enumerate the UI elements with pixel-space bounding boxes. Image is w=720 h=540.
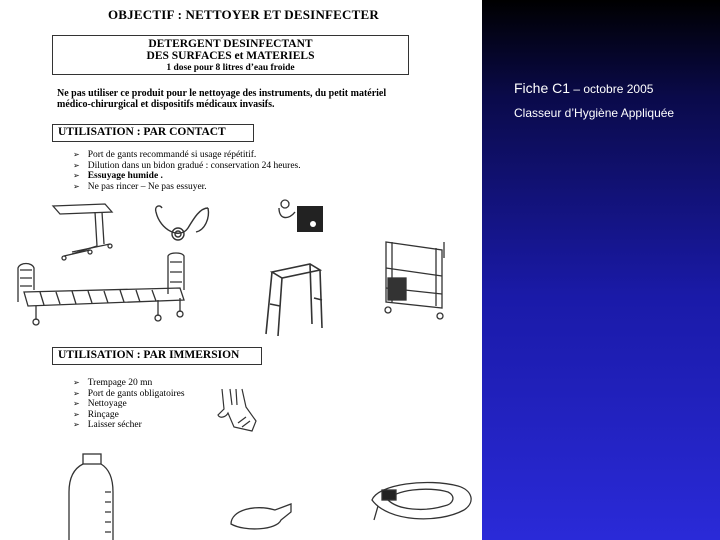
stethoscope-icon <box>150 200 215 245</box>
classeur-label: Classeur d’Hygiène Appliquée <box>514 106 675 120</box>
list-item: ➢ Ne pas rincer – Ne pas essuyer. <box>73 182 301 193</box>
list-item: ➢ Trempage 20 mn <box>73 378 185 389</box>
warning-text: Ne pas utiliser ce produit pour le nettoyage des instruments, du petit matériel médico-chirurgical et dispositifs médicaux invasifs. <box>57 88 387 110</box>
contact-list <box>73 150 301 192</box>
immersion-heading: UTILISATION : PAR IMMERSION <box>52 347 262 365</box>
fiche-title <box>514 80 653 96</box>
product-line-2: DES SURFACES et MATERIELS <box>146 50 315 62</box>
document-title: OBJECTIF : NETTOYER ET DESINFECTER <box>108 7 379 22</box>
gloves-icon <box>212 385 262 437</box>
fiche-date: – octobre 2005 <box>570 82 654 96</box>
product-line-1: DETERGENT DESINFECTANT <box>148 38 313 50</box>
list-item: ➢ Laisser sécher <box>73 420 185 431</box>
hospital-bed-icon <box>10 250 195 335</box>
list-item: ➢ Port de gants obligatoires <box>73 389 185 400</box>
blood-pressure-cuff-icon <box>275 198 330 238</box>
bottle-icon <box>65 452 115 540</box>
cart-trolley-icon <box>378 238 458 328</box>
fiche-label: Fiche C1 <box>514 80 571 96</box>
urinal-icon <box>225 498 295 533</box>
list-item: ➢ Dilution dans un bidon gradué : conservation 24 heures. <box>73 161 301 172</box>
bedpan-icon <box>368 476 478 531</box>
walker-frame-icon <box>262 258 327 338</box>
list-item: ➢ Port de gants recommandé si usage répétitif. <box>73 150 301 161</box>
list-item: ➢ Rinçage <box>73 410 185 421</box>
product-box <box>52 35 409 75</box>
list-item: ➢ Nettoyage <box>73 399 185 410</box>
list-item: ➢ Essuyage humide . <box>73 171 301 182</box>
product-dose: 1 dose pour 8 litres d’eau froide <box>166 63 295 73</box>
immersion-list <box>73 378 185 431</box>
contact-heading: UTILISATION : PAR CONTACT <box>52 124 254 142</box>
